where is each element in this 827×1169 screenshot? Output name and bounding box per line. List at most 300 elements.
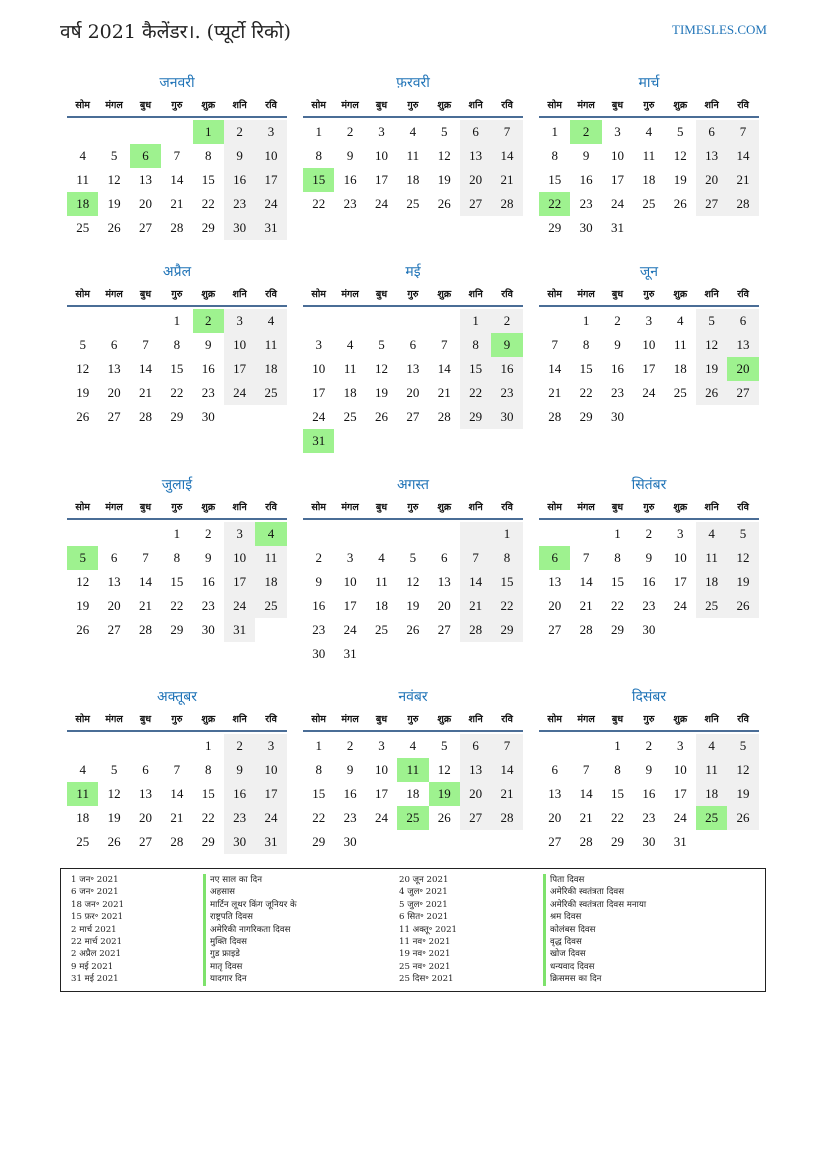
day-cell: 2 <box>491 309 522 333</box>
day-cell: 31 <box>610 220 624 235</box>
day-cell: 16 <box>201 361 215 376</box>
day-cell: 5 <box>696 309 727 333</box>
month-block <box>303 261 523 453</box>
day-cell: 21 <box>170 810 184 825</box>
day-cell: 22 <box>170 598 184 613</box>
month-name: अगस्त <box>396 477 429 493</box>
day-cell: 1 <box>315 124 322 139</box>
day-cell: 21 <box>460 594 491 618</box>
month-block <box>539 261 759 429</box>
day-cell: 18 <box>673 361 687 376</box>
holiday-day-cell: 25 <box>696 806 727 830</box>
day-cell: 1 <box>173 526 181 541</box>
day-cell: 22 <box>170 385 184 400</box>
day-cell: 19 <box>406 598 420 613</box>
day-cell: 31 <box>224 618 255 642</box>
day-cell: 23 <box>343 810 357 825</box>
day-cell: 4 <box>409 738 417 753</box>
day-cell: 19 <box>673 172 687 187</box>
day-cell: 11 <box>375 574 388 589</box>
day-cell: 21 <box>491 782 522 806</box>
holiday-day-cell: 6 <box>130 144 161 168</box>
day-cell: 14 <box>491 758 522 782</box>
day-cell: 7 <box>441 337 448 352</box>
day-grid <box>67 309 287 429</box>
day-cell: 19 <box>107 196 121 211</box>
day-cell: 6 <box>460 120 491 144</box>
day-cell: 14 <box>138 361 152 376</box>
day-cell: 17 <box>673 786 687 801</box>
holiday-name: मातृ दिवस <box>203 961 297 973</box>
day-cell: 27 <box>727 381 758 405</box>
day-grid <box>303 522 523 666</box>
day-cell: 13 <box>696 144 727 168</box>
day-cell: 2 <box>346 124 354 139</box>
weekday-label: शुक्र <box>437 502 452 513</box>
day-cell: 13 <box>138 172 152 187</box>
weekday-label: रवि <box>737 714 749 725</box>
day-cell: 30 <box>224 830 255 854</box>
weekday-label: रवि <box>265 502 277 513</box>
day-cell: 7 <box>727 120 758 144</box>
day-cell: 22 <box>610 598 624 613</box>
holiday-day-cell: 2 <box>570 120 601 144</box>
day-cell: 6 <box>409 337 417 352</box>
day-cell: 23 <box>224 192 255 216</box>
day-cell: 28 <box>491 192 522 216</box>
empty-cell <box>255 618 286 642</box>
day-cell: 15 <box>312 786 326 801</box>
weekday-label: गुरु <box>171 289 183 300</box>
day-cell: 21 <box>579 598 593 613</box>
day-cell: 31 <box>255 216 286 240</box>
empty-cell <box>334 429 365 453</box>
day-cell: 3 <box>378 124 385 139</box>
empty-cell <box>665 618 696 642</box>
day-cell: 23 <box>312 622 326 637</box>
day-cell: 25 <box>255 381 286 405</box>
holiday-date: 11 नव॰ 2021 <box>399 936 451 947</box>
empty-cell <box>130 120 161 144</box>
page-title: वर्ष 2021 कैलेंडर।. (प्यूर्टो रिको) <box>60 21 291 43</box>
day-cell: 19 <box>437 172 451 187</box>
empty-cell <box>397 830 428 854</box>
day-cell: 25 <box>374 622 388 637</box>
weekday-label: शनि <box>232 289 247 300</box>
day-cell: 15 <box>201 786 215 801</box>
day-cell: 26 <box>107 220 121 235</box>
empty-cell <box>491 642 522 666</box>
day-grid <box>539 309 759 429</box>
month-name: अप्रैल <box>162 264 192 280</box>
day-cell: 24 <box>312 409 326 424</box>
day-cell: 10 <box>255 758 286 782</box>
day-cell: 17 <box>642 361 656 376</box>
day-cell: 20 <box>406 385 420 400</box>
empty-cell <box>98 120 129 144</box>
weekday-label: शुक्र <box>673 100 688 111</box>
holiday-date: 9 मई 2021 <box>71 961 114 972</box>
holiday-date: 2 मार्च 2021 <box>71 924 117 935</box>
day-cell: 14 <box>727 144 758 168</box>
weekday-label: मंगल <box>105 714 123 725</box>
day-cell: 5 <box>110 762 118 777</box>
day-cell: 19 <box>107 810 121 825</box>
empty-cell <box>491 830 522 854</box>
holiday-day-cell: 11 <box>67 782 98 806</box>
day-cell: 17 <box>255 168 286 192</box>
empty-cell <box>460 642 491 666</box>
day-cell: 13 <box>548 574 562 589</box>
weekday-label: गुरु <box>407 289 419 300</box>
day-cell: 1 <box>614 526 621 541</box>
day-cell: 7 <box>460 546 491 570</box>
empty-cell <box>67 734 98 758</box>
day-cell: 16 <box>343 786 357 801</box>
day-cell: 29 <box>170 622 184 637</box>
day-cell: 3 <box>224 309 255 333</box>
day-cell: 27 <box>460 806 491 830</box>
day-cell: 30 <box>642 834 656 849</box>
day-cell: 13 <box>107 361 121 376</box>
empty-cell <box>727 216 758 240</box>
weekday-label: गुरु <box>643 502 655 513</box>
day-cell: 11 <box>343 361 357 376</box>
holiday-list <box>60 868 766 992</box>
day-cell: 30 <box>579 220 593 235</box>
day-cell: 26 <box>107 834 121 849</box>
day-cell: 22 <box>312 810 326 825</box>
day-cell: 22 <box>579 385 593 400</box>
day-cell: 16 <box>642 574 656 589</box>
day-cell: 14 <box>460 570 491 594</box>
day-cell: 18 <box>255 357 286 381</box>
empty-cell <box>161 120 192 144</box>
day-cell: 17 <box>343 598 357 613</box>
day-cell: 13 <box>138 786 152 801</box>
day-cell: 8 <box>173 337 181 352</box>
day-cell: 4 <box>696 522 727 546</box>
day-grid <box>303 309 523 453</box>
weekday-label: बुध <box>611 502 624 513</box>
month-name: फ़रवरी <box>396 75 430 91</box>
day-cell: 24 <box>343 622 357 637</box>
day-cell: 28 <box>138 409 152 424</box>
day-cell: 11 <box>696 758 727 782</box>
day-cell: 12 <box>107 786 121 801</box>
day-cell: 23 <box>201 385 215 400</box>
day-cell: 8 <box>315 148 322 163</box>
day-cell: 9 <box>315 574 322 589</box>
empty-cell <box>696 216 727 240</box>
weekday-label: सोम <box>311 502 326 513</box>
day-cell: 28 <box>460 618 491 642</box>
empty-cell <box>429 309 460 333</box>
holiday-name: अमेरिकी स्वतंत्रता दिवस मनाया <box>543 899 646 911</box>
weekday-label: सोम <box>75 502 90 513</box>
day-cell: 10 <box>343 574 357 589</box>
day-cell: 16 <box>312 598 326 613</box>
day-cell: 23 <box>642 598 656 613</box>
day-cell: 10 <box>374 148 388 163</box>
day-cell: 13 <box>548 786 562 801</box>
day-cell: 8 <box>315 762 322 777</box>
month-block <box>539 72 759 240</box>
empty-cell <box>727 618 758 642</box>
weekday-label: गुरु <box>171 714 183 725</box>
empty-cell <box>460 522 491 546</box>
day-cell: 22 <box>201 810 215 825</box>
day-cell: 14 <box>579 574 593 589</box>
weekday-label: रवि <box>737 100 749 111</box>
holiday-day-cell: 25 <box>397 806 428 830</box>
weekday-label: सोम <box>311 714 326 725</box>
empty-cell <box>570 522 601 546</box>
day-cell: 7 <box>142 550 149 565</box>
day-cell: 17 <box>255 782 286 806</box>
day-cell: 17 <box>312 385 326 400</box>
empty-cell <box>491 429 522 453</box>
day-cell: 24 <box>610 196 624 211</box>
day-grid <box>67 734 287 854</box>
day-cell: 9 <box>645 550 653 565</box>
weekday-label: गुरु <box>643 714 655 725</box>
weekday-label: गुरु <box>643 100 655 111</box>
day-cell: 5 <box>110 148 118 163</box>
day-cell: 14 <box>138 574 152 589</box>
empty-cell <box>696 618 727 642</box>
weekday-label: रवि <box>737 502 749 513</box>
weekday-label: गुरु <box>407 100 419 111</box>
weekday-label: सोम <box>547 100 562 111</box>
weekday-header <box>303 498 523 520</box>
day-cell: 20 <box>138 810 152 825</box>
weekday-header <box>303 285 523 307</box>
day-cell: 4 <box>255 309 286 333</box>
day-cell: 29 <box>610 834 624 849</box>
day-cell: 17 <box>224 570 255 594</box>
day-grid <box>303 734 523 854</box>
weekday-label: शुक्र <box>673 714 688 725</box>
weekday-label: शुक्र <box>201 502 216 513</box>
weekday-label: रवि <box>501 714 513 725</box>
day-cell: 12 <box>727 546 758 570</box>
day-cell: 23 <box>610 385 624 400</box>
empty-cell <box>161 734 192 758</box>
empty-cell <box>696 405 727 429</box>
day-cell: 14 <box>170 786 184 801</box>
empty-cell <box>429 522 460 546</box>
day-cell: 10 <box>610 148 624 163</box>
day-cell: 7 <box>173 762 181 777</box>
holiday-day-cell: 9 <box>491 333 522 357</box>
empty-cell <box>539 734 570 758</box>
weekday-label: गुरु <box>407 502 419 513</box>
empty-cell <box>303 522 334 546</box>
day-cell: 12 <box>696 333 727 357</box>
day-cell: 18 <box>642 172 656 187</box>
weekday-label: बुध <box>611 100 624 111</box>
holiday-date: 6 सित॰ 2021 <box>399 912 449 923</box>
day-cell: 26 <box>727 806 758 830</box>
day-grid <box>539 734 759 854</box>
day-cell: 30 <box>491 405 522 429</box>
weekday-label: शनि <box>704 714 719 725</box>
day-cell: 27 <box>406 409 420 424</box>
day-cell: 9 <box>346 148 354 163</box>
day-cell: 12 <box>76 574 90 589</box>
day-cell: 3 <box>645 313 653 328</box>
day-cell: 11 <box>255 333 286 357</box>
month-block <box>303 474 523 666</box>
holiday-date: 25 दिस॰ 2021 <box>399 974 454 985</box>
day-cell: 22 <box>491 594 522 618</box>
site-link[interactable]: TIMESLES.COM <box>672 22 767 37</box>
day-cell: 26 <box>673 196 687 211</box>
day-cell: 9 <box>614 337 621 352</box>
day-cell: 23 <box>491 381 522 405</box>
holiday-day-cell: 11 <box>397 758 428 782</box>
day-cell: 16 <box>579 172 593 187</box>
day-cell: 21 <box>138 598 152 613</box>
day-cell: 8 <box>551 148 558 163</box>
holiday-name: कोलंबस दिवस <box>543 924 646 936</box>
day-cell: 30 <box>610 409 624 424</box>
day-cell: 23 <box>224 806 255 830</box>
holiday-date: 20 जून 2021 <box>399 875 449 885</box>
day-cell: 28 <box>548 409 562 424</box>
day-cell: 1 <box>491 522 522 546</box>
day-cell: 10 <box>224 333 255 357</box>
month-name: जनवरी <box>159 75 195 91</box>
day-cell: 16 <box>610 361 624 376</box>
day-cell: 24 <box>224 381 255 405</box>
day-cell: 1 <box>205 738 212 753</box>
weekday-header <box>67 710 287 732</box>
day-cell: 16 <box>491 357 522 381</box>
holiday-day-cell: 4 <box>255 522 286 546</box>
month-block <box>539 686 759 854</box>
day-cell: 21 <box>491 168 522 192</box>
weekday-label: बुध <box>139 502 152 513</box>
day-cell: 10 <box>642 337 656 352</box>
weekday-label: मंगल <box>341 100 359 111</box>
day-cell: 29 <box>312 834 326 849</box>
empty-cell <box>366 522 397 546</box>
weekday-label: रवि <box>501 502 513 513</box>
day-cell: 11 <box>406 148 420 163</box>
day-cell: 11 <box>642 148 656 163</box>
weekday-label: रवि <box>737 289 749 300</box>
holiday-day-cell: 20 <box>727 357 758 381</box>
day-cell: 3 <box>224 522 255 546</box>
day-cell: 6 <box>441 550 448 565</box>
day-cell: 24 <box>255 806 286 830</box>
weekday-label: शनि <box>704 502 719 513</box>
weekday-label: शनि <box>232 100 247 111</box>
day-cell: 11 <box>76 172 89 187</box>
day-cell: 8 <box>205 148 212 163</box>
day-cell: 20 <box>460 782 491 806</box>
holiday-name: अमेरिकी स्वतंत्रता दिवस <box>543 886 646 898</box>
day-cell: 29 <box>460 405 491 429</box>
day-cell: 3 <box>677 738 684 753</box>
holiday-day-cell: 5 <box>67 546 98 570</box>
holiday-name: गुड फ्राइडे <box>203 948 297 960</box>
day-cell: 27 <box>107 622 121 637</box>
empty-cell <box>98 309 129 333</box>
day-cell: 9 <box>224 758 255 782</box>
month-name: जून <box>639 264 659 280</box>
holiday-day-cell: 1 <box>193 120 224 144</box>
day-cell: 26 <box>727 594 758 618</box>
holiday-date: 22 मार्च 2021 <box>71 936 123 947</box>
day-cell: 10 <box>255 144 286 168</box>
weekday-label: मंगल <box>577 502 595 513</box>
day-cell: 5 <box>79 337 86 352</box>
day-cell: 12 <box>437 762 451 777</box>
weekday-header <box>539 498 759 520</box>
month-block <box>67 686 287 854</box>
day-cell: 23 <box>642 810 656 825</box>
empty-cell <box>397 429 428 453</box>
day-cell: 13 <box>460 144 491 168</box>
holiday-name: अहसास <box>203 886 297 898</box>
day-cell: 10 <box>374 762 388 777</box>
day-cell: 28 <box>170 220 184 235</box>
day-cell: 11 <box>255 546 286 570</box>
day-cell: 28 <box>437 409 451 424</box>
weekday-label: शुक्र <box>201 100 216 111</box>
weekday-label: मंगल <box>105 289 123 300</box>
weekday-label: शनि <box>468 289 483 300</box>
day-cell: 20 <box>107 598 121 613</box>
day-cell: 29 <box>201 220 215 235</box>
empty-cell <box>460 830 491 854</box>
empty-cell <box>224 405 255 429</box>
weekday-label: बुध <box>375 100 388 111</box>
holiday-name: राष्ट्रपति दिवस <box>203 911 297 923</box>
weekday-label: सोम <box>75 714 90 725</box>
day-cell: 18 <box>406 172 420 187</box>
day-cell: 14 <box>437 361 451 376</box>
month-block <box>67 261 287 429</box>
holiday-date: 19 नव॰ 2021 <box>399 949 451 960</box>
day-cell: 2 <box>645 526 653 541</box>
weekday-label: शुक्र <box>673 502 688 513</box>
empty-cell <box>366 830 397 854</box>
month-name: मार्च <box>638 75 660 91</box>
month-block <box>67 474 287 642</box>
empty-cell <box>366 642 397 666</box>
holiday-day-cell: 2 <box>193 309 224 333</box>
day-cell: 29 <box>548 220 562 235</box>
holiday-day-cell: 22 <box>539 192 570 216</box>
day-cell: 15 <box>170 574 184 589</box>
day-cell: 23 <box>579 196 593 211</box>
weekday-label: सोम <box>311 100 326 111</box>
day-cell: 18 <box>374 598 388 613</box>
day-cell: 26 <box>437 196 451 211</box>
day-cell: 10 <box>224 546 255 570</box>
weekday-header <box>67 285 287 307</box>
weekday-label: सोम <box>311 289 326 300</box>
day-cell: 9 <box>205 550 212 565</box>
empty-cell <box>665 405 696 429</box>
day-cell: 26 <box>76 622 90 637</box>
day-cell: 2 <box>205 526 212 541</box>
day-cell: 1 <box>551 124 558 139</box>
